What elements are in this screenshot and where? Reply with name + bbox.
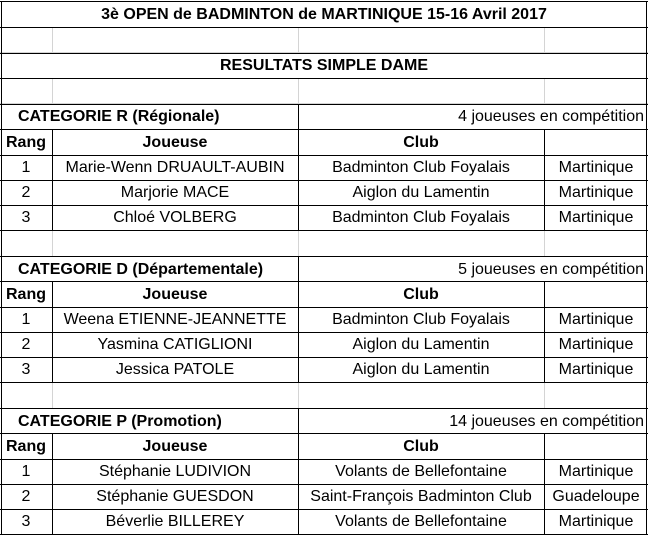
player-cell: Yasmina CATIGLIONI <box>97 335 253 353</box>
header-rank: Rang <box>6 437 46 455</box>
grid-line <box>298 78 299 104</box>
region-cell: Martinique <box>558 208 634 226</box>
region-cell: Martinique <box>558 335 634 353</box>
table-row <box>0 484 648 509</box>
rank-cell: 2 <box>21 183 31 201</box>
club-cell: Badminton Club Foyalais <box>332 208 510 226</box>
column-header-row <box>0 434 648 459</box>
grid-line <box>298 231 299 257</box>
category-name: CATEGORIE P (Promotion) <box>18 412 222 430</box>
club-cell: Badminton Club Foyalais <box>332 310 510 328</box>
region-cell: Martinique <box>558 462 634 480</box>
border-line <box>0 27 648 28</box>
rank-cell: 3 <box>21 360 31 378</box>
border-line <box>0 281 648 282</box>
club-cell: Aiglon du Lamentin <box>352 360 490 378</box>
grid-line <box>298 383 299 409</box>
region-cell: Martinique <box>558 158 634 176</box>
page-subtitle: RESULTATS SIMPLE DAME <box>220 56 428 74</box>
category-name: CATEGORIE R (Régionale) <box>18 107 220 125</box>
rank-cell: 1 <box>21 310 31 328</box>
player-cell: Marie-Wenn DRUAULT-AUBIN <box>65 158 285 176</box>
header-player: Joueuse <box>142 285 208 303</box>
grid-line <box>52 78 53 104</box>
table-row <box>0 459 648 484</box>
border-line <box>0 433 648 434</box>
table-row <box>0 180 648 205</box>
border-line <box>0 180 648 181</box>
table-row <box>0 205 648 230</box>
category-header-row <box>0 257 648 282</box>
region-cell: Martinique <box>558 310 634 328</box>
player-cell: Jessica PATOLE <box>115 360 235 378</box>
header-rank: Rang <box>6 285 46 303</box>
club-cell: Volants de Bellefontaine <box>335 462 507 480</box>
header-club: Club <box>403 437 439 455</box>
grid-line <box>52 231 53 257</box>
player-cell: Marjorie MACE <box>120 183 230 201</box>
header-player: Joueuse <box>142 133 208 151</box>
header-player: Joueuse <box>142 437 208 455</box>
grid-line <box>544 383 545 409</box>
table-row <box>0 155 648 180</box>
border-line <box>0 332 648 333</box>
category-count: 4 joueuses en compétition <box>458 107 644 125</box>
border-line <box>544 130 545 231</box>
header-club: Club <box>403 133 439 151</box>
border-line <box>298 104 299 231</box>
region-cell: Martinique <box>558 360 634 378</box>
club-cell: Volants de Bellefontaine <box>335 512 507 530</box>
club-cell: Badminton Club Foyalais <box>332 158 510 176</box>
border-line <box>1 1 2 535</box>
grid-line <box>544 27 545 53</box>
category-count: 5 joueuses en compétition <box>458 260 644 278</box>
border-line <box>298 256 299 383</box>
category-header-row <box>0 409 648 434</box>
border-line <box>52 434 53 535</box>
category-name: CATEGORIE D (Départementale) <box>18 260 264 278</box>
player-cell: Stéphanie LUDIVION <box>98 462 252 480</box>
table-row <box>0 509 648 534</box>
border-line <box>52 282 53 383</box>
border-line <box>0 230 648 231</box>
player-cell: Weena ETIENNE-JEANNETTE <box>63 310 287 328</box>
club-cell: Aiglon du Lamentin <box>352 335 490 353</box>
grid-line <box>544 231 545 257</box>
rank-cell: 1 <box>21 158 31 176</box>
page-title: 3è OPEN de BADMINTON de MARTINIQUE 15-16 Avril 2017 <box>101 5 547 23</box>
table-row <box>0 307 648 332</box>
border-line <box>52 130 53 231</box>
table-row <box>0 357 648 382</box>
title-row <box>0 2 648 27</box>
rank-cell: 3 <box>21 208 31 226</box>
border-line <box>0 53 648 54</box>
border-line <box>0 459 648 460</box>
player-cell: Béverlie BILLEREY <box>105 512 245 530</box>
category-count: 14 joueuses en compétition <box>449 412 644 430</box>
rank-cell: 3 <box>21 512 31 530</box>
border-line <box>298 408 299 535</box>
rank-cell: 1 <box>21 462 31 480</box>
table-row <box>0 332 648 357</box>
border-line <box>0 129 648 130</box>
border-line <box>0 205 648 206</box>
header-rank: Rang <box>6 133 46 151</box>
border-line <box>0 382 648 383</box>
column-header-row <box>0 282 648 307</box>
border-line <box>0 484 648 485</box>
region-cell: Guadeloupe <box>552 487 640 505</box>
region-cell: Martinique <box>558 183 634 201</box>
grid-line <box>52 27 53 53</box>
border-line <box>0 408 648 409</box>
border-line <box>0 256 648 257</box>
border-line <box>544 282 545 383</box>
grid-line <box>52 383 53 409</box>
player-cell: Chloé VOLBERG <box>113 208 237 226</box>
grid-line <box>298 27 299 53</box>
border-line <box>0 1 648 2</box>
border-line <box>646 1 647 535</box>
grid-line <box>544 78 545 104</box>
border-line <box>0 155 648 156</box>
subtitle-row <box>0 53 648 78</box>
rank-cell: 2 <box>21 487 31 505</box>
border-line <box>0 509 648 510</box>
club-cell: Aiglon du Lamentin <box>352 183 490 201</box>
category-header-row <box>0 104 648 129</box>
border-line <box>0 307 648 308</box>
header-club: Club <box>403 285 439 303</box>
border-line <box>544 434 545 535</box>
border-line <box>0 357 648 358</box>
border-line <box>0 78 648 79</box>
border-line <box>0 104 648 105</box>
club-cell: Saint-François Badminton Club <box>310 487 532 505</box>
player-cell: Stéphanie GUESDON <box>96 487 254 505</box>
column-header-row <box>0 130 648 155</box>
region-cell: Martinique <box>558 512 634 530</box>
rank-cell: 2 <box>21 335 31 353</box>
